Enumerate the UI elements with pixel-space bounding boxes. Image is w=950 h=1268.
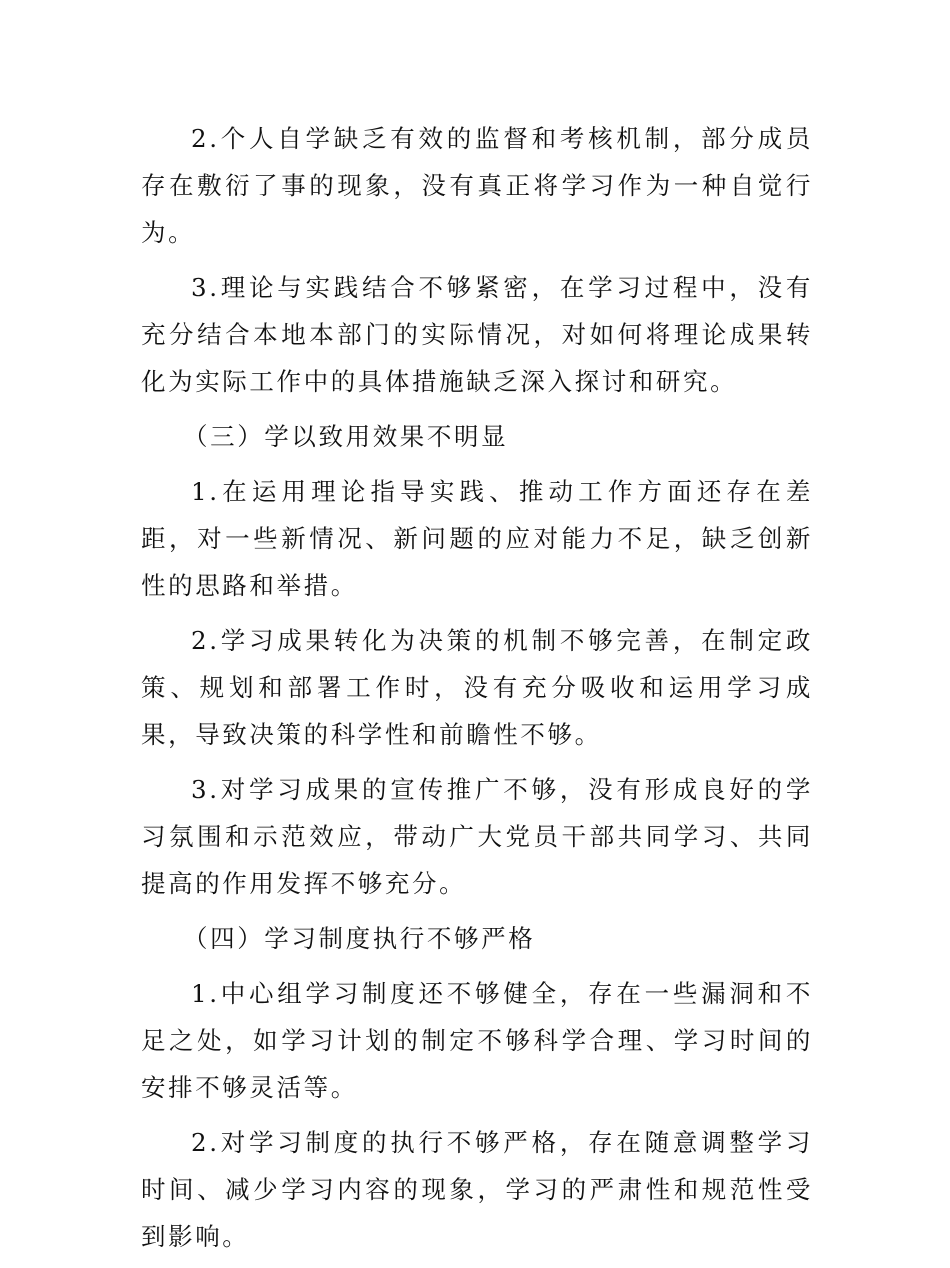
- section-heading-3: （三）学以致用效果不明显: [183, 422, 509, 451]
- paragraph-3-3: 3.对学习成果的宣传推广不够，没有形成良好的学习氛围和示范效应，带动广大党员干部共同学习、共同提高的作用发挥不够充分。: [141, 775, 813, 898]
- paragraph-3-2: 2.学习成果转化为决策的机制不够完善，在制定政策、规划和部署工作时，没有充分吸收和运用学习成果，导致决策的科学性和前瞻性不够。: [141, 626, 813, 749]
- paragraph-4-2: 2.对学习制度的执行不够严格，存在随意调整学习时间、减少学习内容的现象，学习的严肃性和规范性受到影响。: [141, 1128, 813, 1251]
- paragraph-3-1: 1.在运用理论指导实践、推动工作方面还存在差距，对一些新情况、新问题的应对能力不足，缺乏创新性的思路和举措。: [141, 477, 813, 600]
- section-heading-4: （四）学习制度执行不够严格: [183, 924, 536, 953]
- paragraph-2-2: 3.理论与实践结合不够紧密，在学习过程中，没有充分结合本地本部门的实际情况，对如何将理论成果转化为实际工作中的具体措施缺乏深入探讨和研究。: [141, 273, 813, 396]
- document-body: [141, 115, 813, 1268]
- paragraph-4-1: 1.中心组学习制度还不够健全，存在一些漏洞和不足之处，如学习计划的制定不够科学合理、学习时间的安排不够灵活等。: [141, 979, 813, 1102]
- paragraph-2-1: 2.个人自学缺乏有效的监督和考核机制，部分成员存在敷衍了事的现象，没有真正将学习作为一种自觉行为。: [141, 124, 813, 247]
